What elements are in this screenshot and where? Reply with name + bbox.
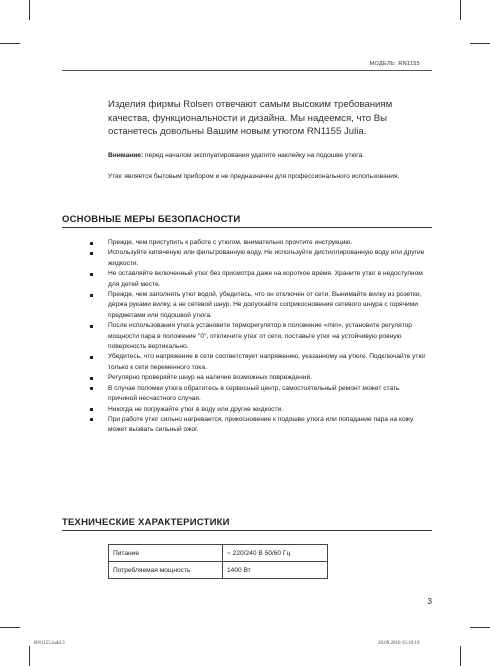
list-item-text: Прежде, чем заполнять утюг водой, убедитесь, что он отключен от сети. Вынимайте вилку из розетки, держа руками вилку, а не сетевой шнур. Не допускайте соприкосновения сетевого шнура с горячими предметами или подошвой утюга. xyxy=(108,291,422,319)
specs-table xyxy=(108,544,328,579)
bullet-icon xyxy=(90,325,93,328)
bullet-icon xyxy=(90,418,93,421)
footer-date: 20.09.2010 15:10:19 xyxy=(378,641,420,646)
warning-paragraph xyxy=(108,151,428,161)
table-row xyxy=(109,545,328,562)
list-item-text: Прежде, чем приступить к работе с утюгом, внимательно прочтите инструкцию. xyxy=(108,239,353,246)
list-item-text: После использования утюга установите терморегулятор в положение «min», установите регулятор мощности пара в положение "0", отключите утюг от сети, поставьте утюг на устойчивую ровную поверхность вертикально. xyxy=(108,322,412,351)
bullet-icon xyxy=(90,252,93,255)
list-item xyxy=(90,248,430,269)
model-header: МОДЕЛЬ: RN1155 xyxy=(369,61,420,67)
list-item xyxy=(90,269,430,290)
list-item xyxy=(90,373,430,383)
bullet-icon xyxy=(90,377,93,380)
bullet-icon xyxy=(90,408,93,411)
spec-label: Потребляемая мощность xyxy=(109,562,223,579)
list-item xyxy=(90,352,430,373)
warning-label: Внимание: xyxy=(108,152,144,159)
spec-label: Питание xyxy=(109,545,223,562)
safety-list xyxy=(90,238,430,436)
list-item xyxy=(90,321,430,352)
crop-mark xyxy=(29,646,30,666)
bullet-icon xyxy=(90,242,93,245)
usage-note: Утюг является бытовым прибором и не предназначен для профессионального использования. xyxy=(108,173,400,180)
list-item-text: Регулярно проверяйте шнур на наличие возможных повреждений. xyxy=(108,374,312,382)
page-number: 3 xyxy=(427,597,432,606)
crop-mark xyxy=(470,627,490,628)
safety-section-title: ОСНОВНЫЕ МЕРЫ БЕЗОПАСНОСТИ xyxy=(62,214,432,228)
list-item-text: Никогда не погружайте утюг в воду или другие жидкости. xyxy=(108,405,284,413)
crop-mark xyxy=(0,627,20,628)
list-item xyxy=(90,290,430,321)
table-row xyxy=(109,562,328,579)
bullet-icon xyxy=(90,356,93,359)
header-divider xyxy=(62,70,432,71)
crop-mark xyxy=(460,646,461,666)
list-item-text: При работе утюг сильно нагревается, прикосновение к подошве утюга или попадание пара на кожу может вызвать сильный ожог. xyxy=(108,415,414,434)
warning-text: перед началом эксплуатирования удалите наклейку на подошве утюга. xyxy=(143,152,365,159)
bullet-icon xyxy=(90,294,93,297)
crop-mark xyxy=(470,43,490,44)
list-item xyxy=(90,238,430,248)
spec-value: ~ 220/240 В 50/60 Гц xyxy=(223,545,328,562)
list-item-text: Не оставляйте включенный утюг без присмотра даже на короткое время. Храните утюг в недоступном для детей месте. xyxy=(108,270,423,288)
list-item-text: Используйте кипяченую или фильтрованную воду. Не используйте дистиллированную воду или другие жидкости. xyxy=(108,249,425,267)
crop-mark xyxy=(460,0,461,20)
crop-mark xyxy=(29,0,30,20)
specs-section-title: ТЕХНИЧЕСКИЕ ХАРАКТЕРИСТИКИ xyxy=(62,517,432,531)
list-item xyxy=(90,405,430,415)
bullet-icon xyxy=(90,273,93,276)
list-item-text: В случае поломки утюга обратитесь в сервисный центр, самостоятельный ремонт может стать причиной несчастного случая. xyxy=(108,384,400,403)
crop-mark xyxy=(0,43,20,44)
intro-paragraph: Изделия фирмы Rolsen отвечают самым высоким требованиям качества, функциональности и дизайна. Мы надеемся, что Вы останетесь довольны Вашим новым утюгом RN1155 Julia. xyxy=(108,99,393,137)
footer-filename: RN1155.indd 3 xyxy=(34,641,65,646)
list-item xyxy=(90,415,430,436)
bullet-icon xyxy=(90,387,93,390)
list-item xyxy=(90,384,430,405)
list-item-text: Убедитесь, что напряжение в сети соответствует напряжению, указанному на утюге. Подключайте утюг только к сети переменного тока. xyxy=(108,353,426,371)
spec-value: 1400 Вт xyxy=(223,562,328,579)
